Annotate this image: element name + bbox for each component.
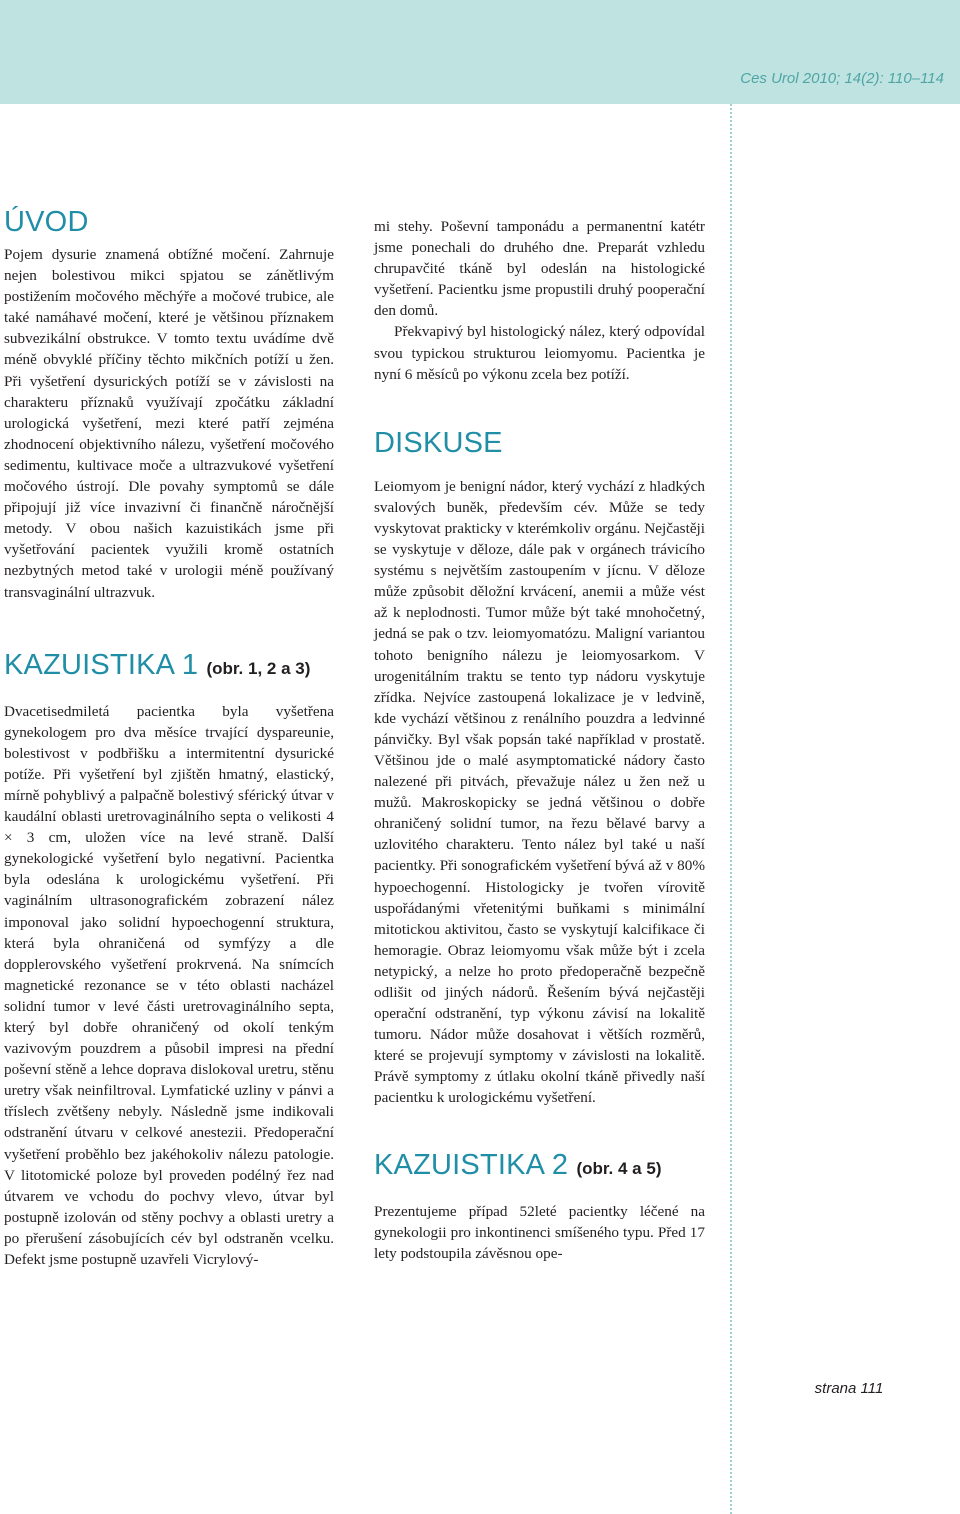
section-kazuistika-2 <box>374 1147 705 1264</box>
section-diskuse <box>374 425 705 1109</box>
paragraph-uvod: Pojem dysurie znamená obtížné močení. Zahrnuje nejen bolestivou mikci spjatou se zánětlivým postižením močového měchýře a močové trubice, ale také namáhavé močení, které je většinou příznakem subvezikální obstrukce. V tomto textu uvádíme dvě méně obvyklé příčiny těchto mikčních potíží u žen. Při vyšetření dysurických potíží se v závislosti na charakteru příznaků využívají zpočátku základní urologická vyšetření, mezi které patří zejména zhodnocení objektivního nálezu, vyšetření močového sedimentu, kultivace moče a ultrazvukové vyšetření močového ústrojí. Dle povahy symptomů se dále připojují již více invazivní či finančně náročnější metody. V obou našich kazuistikách jsme při vyšetřování pacientek využili kromě ostatních nezbytných metod také v urologii méně používaný transvaginální ultrazvuk. <box>4 246 334 601</box>
paragraph-diskuse: Leiomyom je benigní nádor, který vychází z hladkých svalových buněk, především cév. Může se tedy vyskytovat prakticky v kterémkoliv orgánu. Nejčastěji se vyskytuje v děloze, dále pak v orgánech trávicího systému s největším zastoupením v jícnu. V děloze může způsobit děložní krvácení, anemii a může vést až k neplodnosti. Tumor může být také mnohočetný, jedná se pak o tzv. leiomyomatózu. Maligní variantou tohoto benigního nálezu je leiomyosarkom. V urogenitálním traktu se tento typ nádoru vyskytuje zřídka. Nejvíce zastoupená lokalizace je v ledvině, kde vychází většinou z renálního pouzdra a ledvinné pánvičky. Byl však popsán také například v prostatě. Většinou jde o malé asymptomatické nádory často nalezené při pitvách, převažuje nález u žen než u mužů. Makroskopicky se jedná většinou o dobře ohraničený solidní tumor, na řezu bělavé barvy a uzlovitého charakteru. Tento nález byl také u naší pacientky. Při sonografickém vyšetření bývá až v 80% hypoechogenní. Histologicky je tvořen vírovitě uspořádanými vřetenitými buňkami s minimální mitotickou aktivitou, často se vyskytují kalcifikace či hemoragie. Obraz leiomyomu však může být i zcela netypický, a nelze ho proto předoperačně bezpečně odlišit od jiných nádorů. Řešením bývá nejčastěji operační odstranění, typ výkonu závisí na lokalitě tumoru. Nádor může dosahovat i větších rozměrů, které se projevují symptomy v závislosti na lokalitě. Právě symptomy z útlaku okolní tkáně přivedly naší pacientku k urologickému vyšetření. <box>374 477 705 1107</box>
sidebar-footer <box>742 1380 956 1397</box>
heading-text: KAZUISTIKA 1 <box>4 648 199 681</box>
paragraph-outcome: Překvapivý byl histologický nález, který odpovídal svou typickou strukturou leiomyomu. Pacientka je nyní 6 měsíců po výkonu zcela bez potíží. <box>374 323 705 383</box>
paragraph-continued: mi stehy. Poševní tamponádu a permanentní katétr jsme ponechali do druhého dne. Preparát vzhledu chrupavčité tkáně byl odeslán na histologické vyšetření. Pacientku jsme propustili druhý pooperační den domů. <box>374 218 705 320</box>
figure-reference: (obr. 4 a 5) <box>576 1158 662 1178</box>
section-kazuistika-1 <box>4 647 334 1271</box>
section-heading-diskuse <box>374 425 705 461</box>
journal-citation: Ces Urol 2010; 14(2): 110–114 <box>740 70 944 87</box>
section-heading-kazuistika-1 <box>4 647 334 687</box>
section-uvod <box>4 204 334 603</box>
page-number: strana 111 <box>814 1380 884 1397</box>
paragraph-kazuistika-2: Prezentujeme případ 52leté pacientky léčené na gynekologii pro inkontinenci smíšeného typu. Před 17 lety podstoupila závěsnou ope- <box>374 1202 705 1262</box>
section-heading-kazuistika-2 <box>374 1147 705 1187</box>
heading-text: ÚVOD <box>4 206 89 238</box>
paragraph-kazuistika-1: Dvacetisedmiletá pacientka byla vyšetřena gynekologem pro dva měsíce trvající dyspareunie, bolestivost v podbřišku a intermitentní dysurické potíže. Při vyšetření byl zjištěn hmatný, elastický, mírně pohyblivý a palpačně bolestivý sférický útvar v kaudální oblasti uretrovaginálního septa o velikosti 4 × 3 cm, uložen více na levé straně. Další gynekologické vyšetření bylo negativní. Pacientka byla odeslána k urologickému vyšetření. Při vaginálním ultrasonografickém zobrazení nález imponoval jako solidní hypoechogenní struktura, která byla ohraničená od symfýzy a dle dopplerovského vyšetření prokrvená. Na snímcích magnetické rezonance se v této oblasti nacházel solidní tumor v levé části uretrovaginálního septa, který byl dobře ohraničený od okolí tenkým vazivovým pouzdrem a působil impresi na přední poševní stěně a lehce doprava dislokoval uretru, stěnu uretry však neinfiltroval. Lymfatické uzliny v pánvi a tříslech zvětšeny nebyly. Následně jsme indikovali odstranění útvaru v celkové anestezii. Předoperační vyšetření proběhlo bez jakéhokoliv nálezu patologie. V litotomické poloze byl proveden podélný řez nad útvarem ve vchodu do pochvy vlevo, útvar byl postupně izolován od stěny pochvy a oblasti uretry a po přerušení zásobujících cév byl odstraněn vcelku. Defekt jsme postupně uzavřeli Vicrylový- <box>4 702 334 1269</box>
figure-reference: (obr. 1, 2 a 3) <box>206 658 311 678</box>
heading-text: DISKUSE <box>374 426 503 459</box>
section-heading-uvod <box>4 204 334 240</box>
middle-column <box>374 216 705 1264</box>
heading-text: KAZUISTIKA 2 <box>374 1148 569 1181</box>
column-divider <box>730 104 732 1514</box>
header-band <box>0 0 960 104</box>
left-column <box>4 204 334 1270</box>
